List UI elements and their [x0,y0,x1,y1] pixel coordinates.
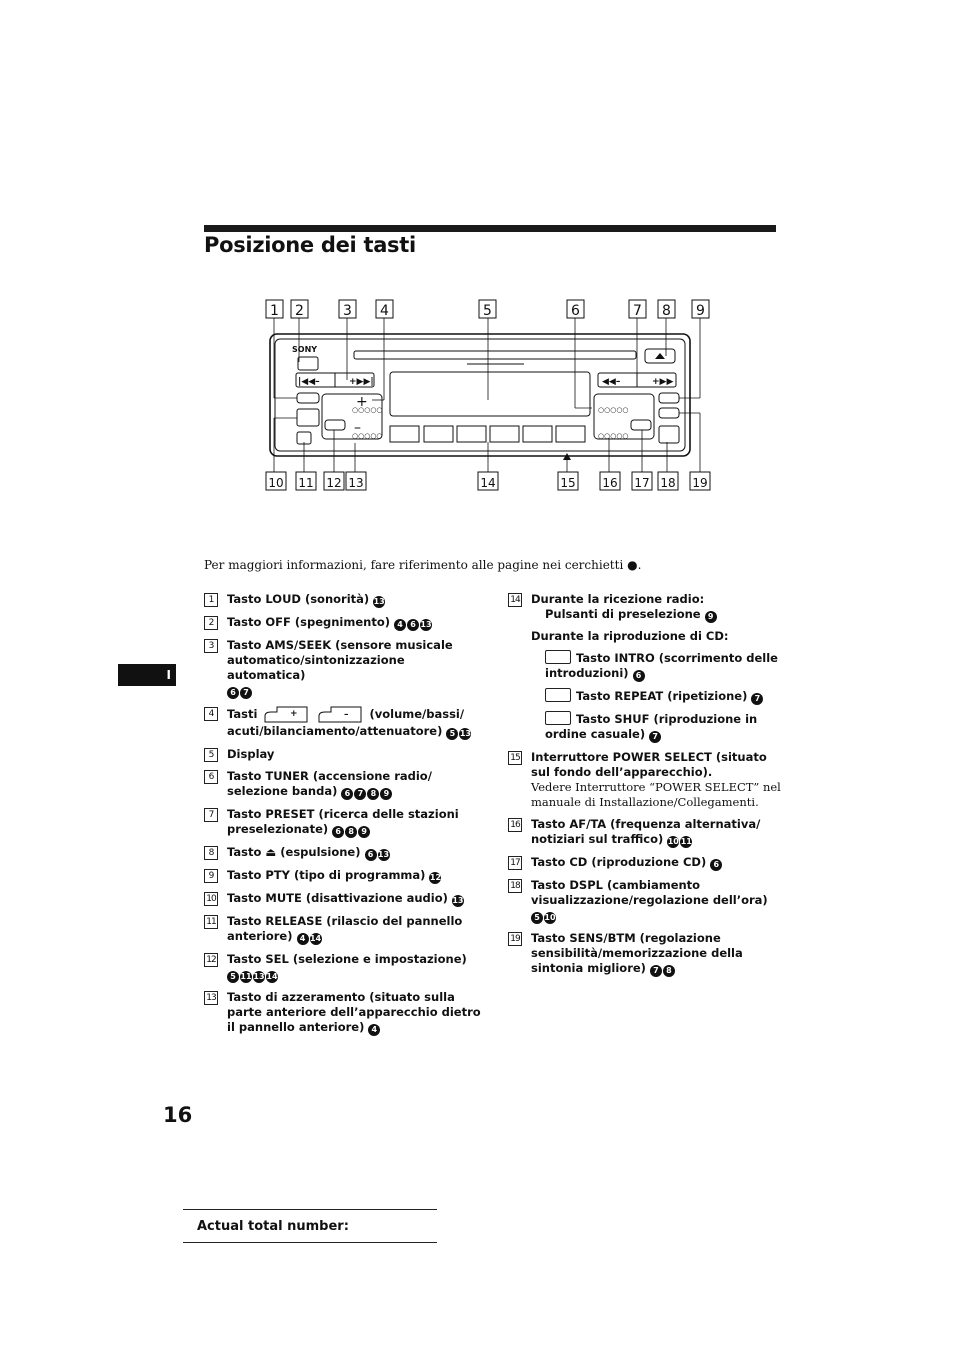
callout-14: 14 [480,476,496,490]
legend-item-16: 16 Tasto AF/TA (frequenza alternativa/ notiziari sul traffico) 10 11 [508,817,783,848]
legend-column-left [204,592,484,1043]
volume-down-key-icon [317,706,363,724]
callout-8: 8 [662,303,671,319]
total-number-box: Actual total number: [183,1209,437,1243]
callout-16: 16 [602,476,618,490]
legend-item-2: 2 Tasto OFF (spegnimento) 4 6 13 [204,615,484,631]
callout-7: 7 [633,303,642,319]
language-tab: I [118,664,176,686]
svg-text:○○○○○: ○○○○○ [598,406,629,414]
callout-18: 18 [660,476,676,490]
svg-text:○○○○○: ○○○○○ [352,432,383,440]
callout-11: 11 [298,476,314,490]
page-title: Posizione dei tasti [204,233,416,257]
legend-item-10: 10 Tasto MUTE (disattivazione audio) 13 [204,891,484,907]
svg-text:|◀◀–: |◀◀– [298,377,320,387]
svg-text:○○○○○: ○○○○○ [598,432,629,440]
legend-item-7: 7 Tasto PRESET (ricerca delle stazioni preselezionate) 6 8 9 [204,807,484,838]
callout-19: 19 [692,476,708,490]
legend-item-19: 19 Tasto SENS/BTM (regolazione sensibilità/memorizzazione della sintonia migliore) 7 8 [508,931,783,977]
callout-17: 17 [634,476,650,490]
svg-text:+: + [290,709,298,719]
sony-logo: SONY [292,345,318,354]
callout-12: 12 [326,476,342,490]
legend-item-15: 15 Interruttore POWER SELECT (situato sul fondo dell’apparecchio). Vedere Interruttore “POWER SELECT” nel manuale di Installazione/Collegamenti. [508,750,783,810]
legend-item-6: 6 Tasto TUNER (accensione radio/ selezione banda) 6 7 8 9 [204,769,484,800]
stereo-diagram [262,296,714,496]
title-rule [204,225,776,232]
callout-13: 13 [348,476,364,490]
svg-text:+▶▶: +▶▶ [652,377,674,387]
legend-item-3: 3 Tasto AMS/SEEK (sensore musicale automatico/sintonizzazione automatica) 6 7 [204,638,484,699]
callout-6: 6 [571,303,580,319]
callout-4: 4 [380,303,389,319]
legend-item-1: 1 Tasto LOUD (sonorità) 13 [204,592,484,608]
legend-item-14: 14 Durante la ricezione radio: Pulsanti di preselezione 9 Durante la riproduzione di CD: Tasto INTRO (scorrimento delle introduzioni) 6 Tasto REPEAT (ripetizione) 7 Tasto SHUF (riproduzione in ordine casuale) 7 [508,592,783,743]
svg-text:+▶▶|: +▶▶| [349,377,374,387]
legend-item-4: 4 Tasti + – (volume/bassi/ acuti/bilanciamento/attenuatore) 5 13 [204,706,484,740]
svg-text:◀◀–: ◀◀– [602,377,621,387]
intro-key-icon [545,650,571,664]
eject-icon: ⏏ [265,845,277,859]
legend-item-8: 8 Tasto ⏏ (espulsione) 6 13 [204,845,484,861]
callout-3: 3 [343,303,352,319]
svg-text:+: + [356,394,368,410]
legend-item-13: 13 Tasto di azzeramento (situato sulla parte anteriore dell’apparecchio dietro il pannello anteriore) 4 [204,990,484,1036]
legend-column-right [508,592,783,984]
callout-10: 10 [268,476,284,490]
callout-2: 2 [295,303,304,319]
legend-item-17: 17 Tasto CD (riproduzione CD) 6 [508,855,783,871]
reference-note: Per maggiori informazioni, fare riferimento alle pagine nei cerchietti ●. [204,558,642,572]
legend-item-5: 5 Display [204,747,484,762]
callout-15: 15 [560,476,576,490]
svg-text:–: – [344,710,349,720]
legend-item-11: 11 Tasto RELEASE (rilascio del pannello anteriore) 4 14 [204,914,484,945]
legend-item-18: 18 Tasto DSPL (cambiamento visualizzazione/regolazione dell’ora) 5 10 [508,878,783,924]
page-number: 16 [163,1103,193,1127]
svg-text:○○○○○: ○○○○○ [352,406,383,414]
repeat-key-icon [545,688,571,702]
callout-9: 9 [696,303,705,319]
legend-item-12: 12 Tasto SEL (selezione e impostazione) 5 11 13 14 [204,952,484,983]
legend-item-9: 9 Tasto PTY (tipo di programma) 12 [204,868,484,884]
callout-5: 5 [483,303,492,319]
svg-text:–: – [354,420,361,436]
volume-up-key-icon [263,706,309,724]
callout-1: 1 [270,303,279,319]
shuf-key-icon [545,711,571,725]
